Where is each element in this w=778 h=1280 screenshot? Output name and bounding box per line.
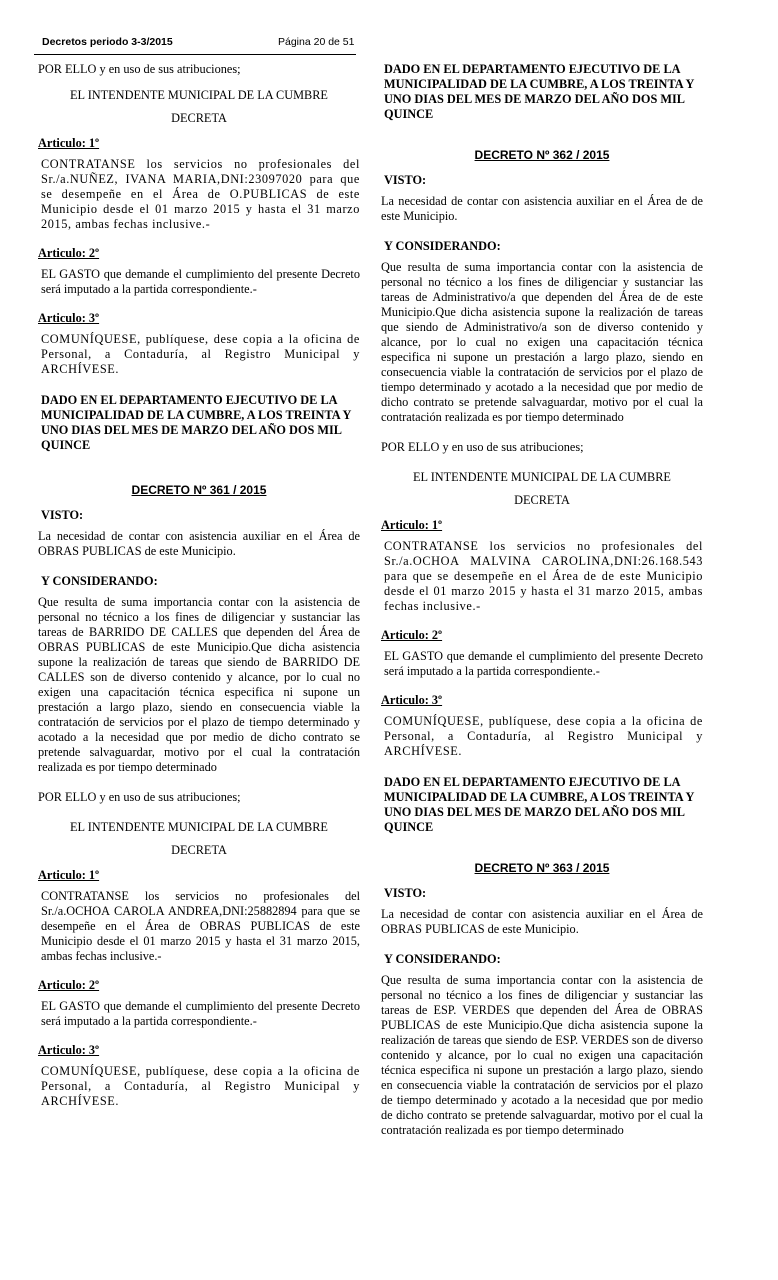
decree-361-visto-heading: VISTO: [41, 508, 84, 522]
dado-paragraph-top: DADO EN EL DEPARTAMENTO EJECUTIVO DE LA MUNICIPALIDAD DE LA CUMBRE, A LOS TREINTA Y UNO DIAS DEL MES DE MARZO DEL AÑO DOS MIL QUINCE [384, 62, 694, 121]
decree-362-article-3-label: Articulo: 3º [381, 693, 443, 707]
article-1-label: Articulo: 1º [38, 136, 100, 150]
decree-361-considerando-text: Que resulta de suma importancia contar con la asistencia de personal no técnico a los fines de diligenciar y sustanciar las tareas de BARRIDO DE CALLES que dependen del Área de OBRAS PUBLICAS de este Municipio.Que dicha asistencia supone la realización de tareas que siendo de BARRIDO DE CALLES son de diverso contenido y alcance, por lo cual no exigen una capacitación técnica especifica ni supone un prestación a largo plazo, siendo en consecuencia viable la contratación de servicios por el plazo de tiempo determinado y acotado a la necesidad que por medio de dicho contrato se pretende salvaguardar, motivo por el cual la contratación realizada es por tiempo determinado [38, 595, 360, 774]
article-2-label: Articulo: 2º [38, 246, 100, 260]
decree-362-considerando-text: Que resulta de suma importancia contar con la asistencia de personal no técnico a los fines de diligenciar y sustanciar las tareas de Administrativo/a que dependen del Área de de este Municipio.Que dicha asistencia supone la realización de tareas que siendo de Administrativo/a son de diverso contenido y alcance, por lo cual no exigen una capacitación técnica especifica ni supone un prestación a largo plazo, siendo en consecuencia viable la contratación de servicios por el plazo de tiempo determinado y acotado a la necesidad que por medio de dicho contrato se pretende salvaguardar, motivo por el cual la contratación realizada es por tiempo determinado [381, 260, 703, 424]
decree-362-dado-paragraph: DADO EN EL DEPARTAMENTO EJECUTIVO DE LA MUNICIPALIDAD DE LA CUMBRE, A LOS TREINTA Y UNO DIAS DEL MES DE MARZO DEL AÑO DOS MIL QUINCE [384, 775, 694, 834]
right-column [381, 62, 703, 1153]
decree-362-decreta-line: DECRETA [514, 493, 570, 507]
document-header-title: Decretos periodo 3-3/2015 [42, 36, 173, 48]
dado-paragraph: DADO EN EL DEPARTAMENTO EJECUTIVO DE LA MUNICIPALIDAD DE LA CUMBRE, A LOS TREINTA Y UNO DIAS DEL MES DE MARZO DEL AÑO DOS MIL QUINCE [41, 393, 351, 452]
decree-361-article-2-text: EL GASTO que demande el cumplimiento del presente Decreto será imputado a la partida correspondiente.- [41, 999, 360, 1028]
decree-361-article-2-label: Articulo: 2º [38, 978, 100, 992]
page-number: Página 20 de 51 [278, 36, 355, 48]
decree-361-decreta-line: DECRETA [171, 843, 227, 857]
decree-363-considerando-heading: Y CONSIDERANDO: [384, 952, 501, 966]
decree-362-title: DECRETO Nº 362 / 2015 [474, 148, 610, 162]
article-1-text: CONTRATANSE los servicios no profesionales del Sr./a.NUÑEZ, IVANA MARIA,DNI:23097020 para que se desempeñe en el Área de O.PUBLICAS de este Municipio desde el 01 marzo 2015 y hasta el 31 marzo 2015, ambas fechas inclusive.- [41, 157, 360, 231]
decree-363-title: DECRETO Nº 363 / 2015 [474, 861, 610, 875]
decree-361-article-1-label: Articulo: 1º [38, 868, 100, 882]
decreta-line: DECRETA [171, 111, 227, 125]
decree-361-title: DECRETO Nº 361 / 2015 [131, 483, 267, 497]
article-2-text: EL GASTO que demande el cumplimiento del presente Decreto será imputado a la partida correspondiente.- [41, 267, 360, 296]
decree-362-considerando-heading: Y CONSIDERANDO: [384, 239, 501, 253]
decree-362-intendente-line: EL INTENDENTE MUNICIPAL DE LA CUMBRE [413, 470, 671, 484]
decree-362-article-1-label: Articulo: 1º [381, 518, 443, 532]
decree-361-por-ello: POR ELLO y en uso de sus atribuciones; [38, 790, 241, 804]
decree-363-considerando-text: Que resulta de suma importancia contar con la asistencia de personal no técnico a los fines de diligenciar y sustanciar las tareas de ESP. VERDES que dependen del Área de OBRAS PUBLICAS de este Municipio.Que dicha asistencia supone la realización de tareas que siendo de ESP. VERDES son de diverso contenido y alcance, por lo cual no exigen una capacitación técnica especifica ni supone un prestación a largo plazo, siendo en consecuencia viable la contratación de servicios por el plazo de tiempo determinado y acotado a la necesidad que por medio de dicho contrato se pretende salvaguardar, motivo por el cual la contratación realizada es por tiempo determinado [381, 973, 703, 1137]
header-divider [34, 54, 356, 55]
decree-361-intendente-line: EL INTENDENTE MUNICIPAL DE LA CUMBRE [70, 820, 328, 834]
decree-363-visto-text: La necesidad de contar con asistencia auxiliar en el Área de OBRAS PUBLICAS de este Municipio. [381, 907, 703, 936]
decree-362-visto-heading: VISTO: [384, 173, 427, 187]
decree-362-article-3-text: COMUNÍQUESE, publíquese, dese copia a la oficina de Personal, a Contaduría, al Registro Municipal y ARCHÍVESE. [384, 714, 703, 758]
decree-362-visto-text: La necesidad de contar con asistencia auxiliar en el Área de de este Municipio. [381, 194, 703, 223]
decree-361-article-3-label: Articulo: 3º [38, 1043, 100, 1057]
left-column [38, 62, 360, 1123]
decree-363-visto-heading: VISTO: [384, 886, 427, 900]
decree-362-article-2-text: EL GASTO que demande el cumplimiento del presente Decreto será imputado a la partida correspondiente.- [384, 649, 703, 678]
decree-362-article-1-text: CONTRATANSE los servicios no profesionales del Sr./a.OCHOA MALVINA CAROLINA,DNI:26.168.543 para que se desempeñe en el Área de de este Municipio desde el 01 marzo 2015 y hasta el 31 marzo 2015, ambas fechas inclusive.- [384, 539, 703, 613]
decree-361-article-3-text: COMUNÍQUESE, publíquese, dese copia a la oficina de Personal, a Contaduría, al Registro Municipal y ARCHÍVESE. [41, 1064, 360, 1108]
intendente-line: EL INTENDENTE MUNICIPAL DE LA CUMBRE [70, 88, 328, 102]
decree-362-por-ello: POR ELLO y en uso de sus atribuciones; [381, 440, 584, 454]
decree-361-considerando-heading: Y CONSIDERANDO: [41, 574, 158, 588]
article-3-text: COMUNÍQUESE, publíquese, dese copia a la oficina de Personal, a Contaduría, al Registro Municipal y ARCHÍVESE. [41, 332, 360, 376]
decree-361-article-1-text: CONTRATANSE los servicios no profesionales del Sr./a.OCHOA CAROLA ANDREA,DNI:25882894 para que se desempeñe en el Área de OBRAS PUBLICAS de este Municipio desde el 01 marzo 2015 y hasta el 31 marzo 2015, ambas fechas inclusive.- [41, 889, 360, 963]
article-3-label: Articulo: 3º [38, 311, 100, 325]
decree-361-visto-text: La necesidad de contar con asistencia auxiliar en el Área de OBRAS PUBLICAS de este Municipio. [38, 529, 360, 558]
por-ello-paragraph: POR ELLO y en uso de sus atribuciones; [38, 62, 241, 76]
decree-362-article-2-label: Articulo: 2º [381, 628, 443, 642]
